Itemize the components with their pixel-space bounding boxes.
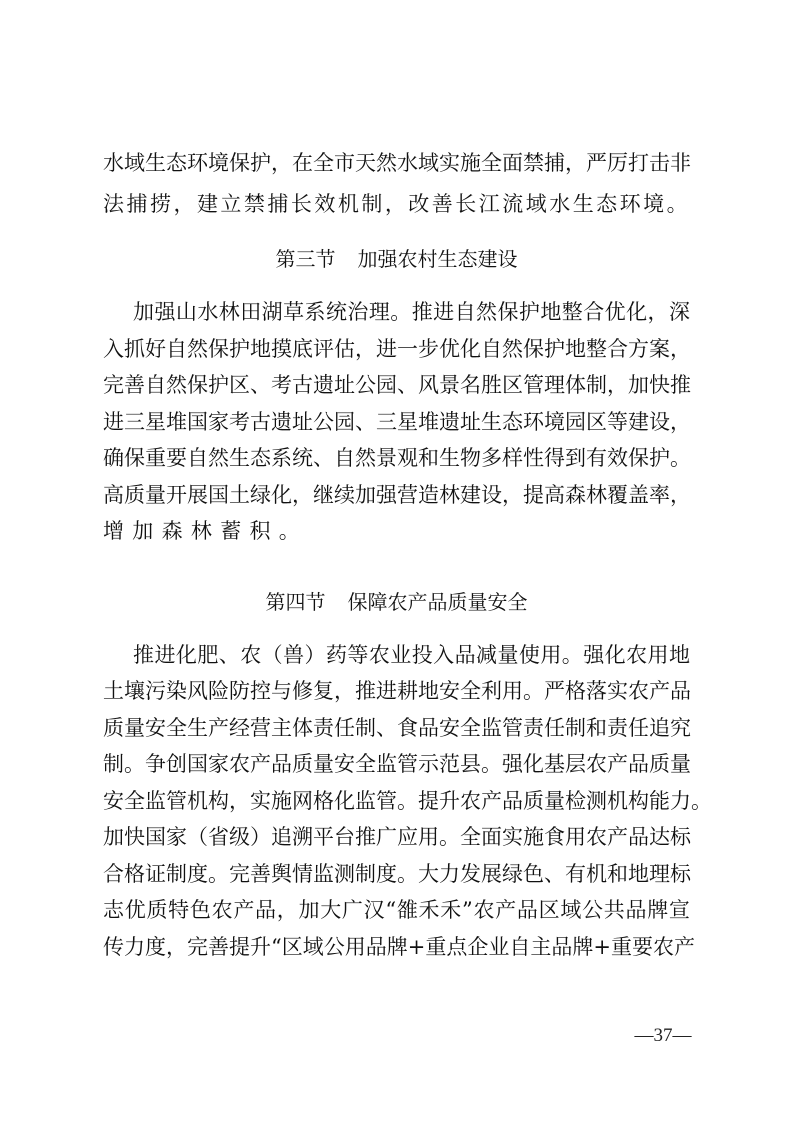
text-line: 水 域 生 态 环 境 保 护 ， 在 全 市 天 然 水 域 实 施 全 面 禁 捕 ， 严 厉 打 击 非 <box>103 151 691 175</box>
text-line: 加 强 山 水 林 田 湖 草 系 统 治 理 。 推 进 自 然 保 护 地 整 合 优 化 ， 深 <box>133 300 690 324</box>
text-line: 完 善 自 然 保 护 区 、 考 古 遗 址 公 园 、 风 景 名 胜 区 管 理 体 制 ， 加 快 推 <box>103 373 691 397</box>
text-line: 制 。 争 创 国 家 农 产 品 质 量 安 全 监 管 示 范 县 。 强 化 基 层 农 产 品 质 量 <box>103 752 691 776</box>
text-line: 合 格 证 制 度 。 完 善 舆 情 监 测 制 度 。 大 力 发 展 绿 色 、 有 机 和 地 理 标 <box>103 862 691 886</box>
text-line: 法 捕 捞 ， 建 立 禁 捕 长 效 机 制 ， 改 善 长 江 流 域 水 生 态 环 境 。 <box>103 192 688 216</box>
text-line: 土 壤 污 染 风 险 防 控 与 修 复 ， 推 进 耕 地 安 全 利 用 。 严 格 落 实 农 产 品 <box>103 679 691 703</box>
text-line: 入 抓 好 自 然 保 护 地 摸 底 评 估 ， 进 一 步 优 化 自 然 保 护 地 整 合 方 案 ， <box>103 337 691 361</box>
text-line: 志 优 质 特 色 农 产 品 ， 加 大 广 汉 “ 雒 禾 禾 ” 农 产 品 区 域 公 共 品 牌 宣 <box>103 898 690 922</box>
text-line: 安 全 监 管 机 构 ， 实 施 网 格 化 监 管 。 提 升 农 产 品 质 量 检 测 机 构 能 力 。 <box>103 789 712 813</box>
text-line: 高 质 量 开 展 国 土 绿 化 ， 继 续 加 强 营 造 林 建 设 ， 提 高 森 林 覆 盖 率 ， <box>103 483 691 507</box>
text-line: 传 力 度 ， 完 善 提 升 “ 区 域 公 用 品 牌 + 重 点 企 业 自 主 品 牌 + 重 要 农 产 <box>103 935 695 959</box>
section-heading-4 <box>0 589 793 615</box>
text-line: 确 保 重 要 自 然 生 态 系 统 、 自 然 景 观 和 生 物 多 样 性 得 到 有 效 保 护 。 <box>103 446 691 470</box>
page-number: —37— <box>634 1025 692 1046</box>
text-line: 质 量 安 全 生 产 经 营 主 体 责 任 制 、 食 品 安 全 监 管 责 任 制 和 责 任 追 究 <box>103 716 691 740</box>
text-line: 增 加 森 林 蓄 积 。 <box>103 519 300 543</box>
section-number: 第四节 <box>265 590 326 614</box>
text-line: 进 三 星 堆 国 家 考 古 遗 址 公 园 、 三 星 堆 遗 址 生 态 环 境 园 区 等 建 设 ， <box>103 410 691 434</box>
text-line: 加 快 国 家 （ 省 级 ） 追 溯 平 台 推 广 应 用 。 全 面 实 施 食 用 农 产 品 达 标 <box>103 825 691 849</box>
section-number: 第三节 <box>275 247 336 271</box>
text-line: 推 进 化 肥 、 农 （ 兽 ） 药 等 农 业 投 入 品 减 量 使 用 。 强 化 农 用 地 <box>133 643 690 667</box>
section-title: 保障农产品质量安全 <box>347 590 528 614</box>
section-heading-3 <box>0 246 793 272</box>
section-title: 加强农村生态建设 <box>357 247 518 271</box>
